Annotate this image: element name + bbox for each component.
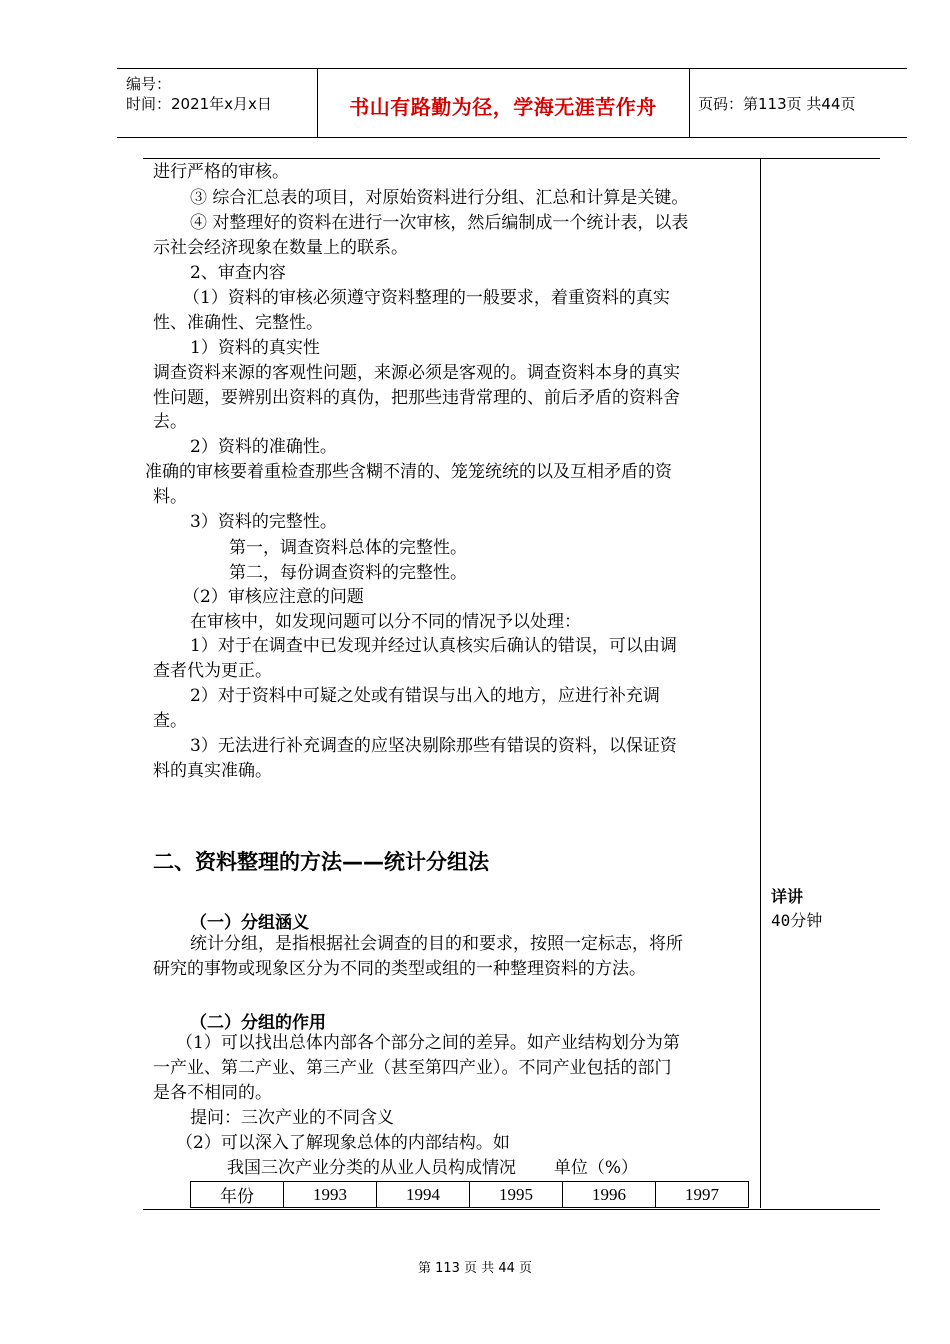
body-line: 3）无法进行补充调查的应坚决剔除那些有错误的资料，以保证资 xyxy=(190,736,677,756)
body-line: 一产业、第二产业、第三产业（甚至第四产业）。不同产业包括的部门 xyxy=(153,1058,672,1078)
table-cell: 1993 xyxy=(284,1182,377,1208)
table-caption: 我国三次产业分类的从业人员构成情况 单位（%） xyxy=(227,1158,638,1178)
page-info: 页码：第113页 共44页 xyxy=(698,95,856,113)
table-cell: 1995 xyxy=(470,1182,563,1208)
body-line: 2）对于资料中可疑之处或有错误与出入的地方，应进行补充调 xyxy=(190,686,660,706)
body-line: 在审核中，如发现问题可以分不同的情况予以处理： xyxy=(190,612,581,632)
page-footer: 第 113 页 共 44 页 xyxy=(417,1261,533,1276)
body-line: 示社会经济现象在数量上的联系。 xyxy=(153,238,408,258)
body-line: 提问：三次产业的不同含义 xyxy=(190,1108,394,1128)
header-motto-cell xyxy=(317,69,690,137)
employment-table xyxy=(190,1181,749,1208)
motto: 书山有路勤为径，学海无涯苦作舟 xyxy=(349,95,657,119)
body-line: 料的真实准确。 xyxy=(153,761,272,781)
body-line: 调查资料来源的客观性问题，来源必须是客观的。调查资料本身的真实 xyxy=(153,363,680,383)
table-cell: 1996 xyxy=(563,1182,656,1208)
side-note-duration: 40分钟 xyxy=(771,911,823,930)
body-line: 去。 xyxy=(153,412,187,432)
document-time: 时间：2021年x月x日 xyxy=(126,95,272,113)
body-line: 统计分组，是指根据社会调查的目的和要求，按照一定标志，将所 xyxy=(190,934,683,954)
body-line: 1）资料的真实性 xyxy=(190,338,320,358)
section-title: 二、资料整理的方法——统计分组法 xyxy=(153,850,489,874)
body-line: 性、准确性、完整性。 xyxy=(153,313,323,333)
body-line: 3）资料的完整性。 xyxy=(190,512,337,532)
subsection-title: （二）分组的作用 xyxy=(190,1013,326,1033)
body-line: （2）审核应注意的问题 xyxy=(183,587,364,607)
subsection-title: （一）分组涵义 xyxy=(190,913,309,933)
body-line: 1）对于在调查中已发现并经过认真核实后确认的错误，可以由调 xyxy=(190,636,677,656)
body-line: （1）可以找出总体内部各个部分之间的差异。如产业结构划分为第 xyxy=(176,1033,680,1053)
body-line: 进行严格的审核。 xyxy=(153,162,289,182)
table-cell: 1997 xyxy=(656,1182,749,1208)
document-header xyxy=(117,68,907,138)
body-line: （1）资料的审核必须遵守资料整理的一般要求，着重资料的真实 xyxy=(183,288,670,308)
body-line: 2）资料的准确性。 xyxy=(190,437,337,457)
table-header-row xyxy=(191,1182,749,1208)
side-note-emphasis: 详讲 xyxy=(771,887,804,906)
document-number: 编号： xyxy=(126,75,172,93)
header-meta-cell xyxy=(117,69,318,137)
body-line: ④ 对整理好的资料在进行一次审核，然后编制成一个统计表，以表 xyxy=(190,213,689,233)
body-line: 查。 xyxy=(153,711,187,731)
body-line: （2）可以深入了解现象总体的内部结构。如 xyxy=(176,1133,510,1153)
body-line: 查者代为更正。 xyxy=(153,661,272,681)
body-line: 2、审查内容 xyxy=(190,263,286,283)
column-divider xyxy=(760,158,761,1208)
body-line: 准确的审核要着重检查那些含糊不清的、笼笼统统的以及互相矛盾的资 xyxy=(145,462,672,482)
body-line: 研究的事物或现象区分为不同的类型或组的一种整理资料的方法。 xyxy=(153,959,646,979)
body-line: ③ 综合汇总表的项目，对原始资料进行分组、汇总和计算是关键。 xyxy=(190,188,689,208)
body-line: 性问题，要辨别出资料的真伪，把那些违背常理的、前后矛盾的资料舍 xyxy=(153,388,680,408)
table-cell: 1994 xyxy=(377,1182,470,1208)
body-line: 料。 xyxy=(153,487,187,507)
body-line: 第一，调查资料总体的完整性。 xyxy=(229,538,467,558)
body-line: 是各不相同的。 xyxy=(153,1083,272,1103)
header-page-cell xyxy=(690,69,907,137)
body-line: 第二，每份调查资料的完整性。 xyxy=(229,563,467,583)
table-cell: 年份 xyxy=(191,1182,284,1208)
